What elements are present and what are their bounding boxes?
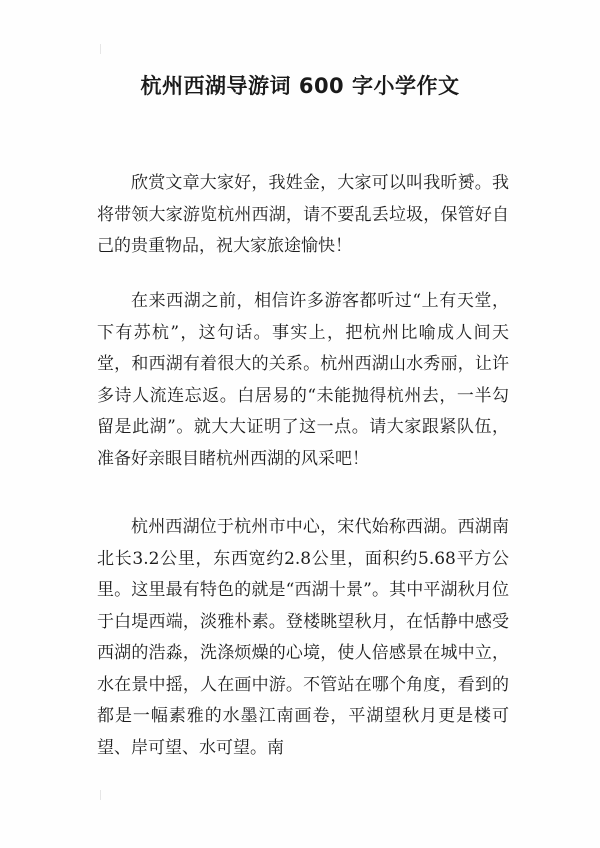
paragraph-intro: 欣赏文章大家好，我姓金，大家可以叫我昕赟。我将带领大家游览杭州西湖，请不要乱丢垃圾，保管好自己的贵重物品，祝大家旅途愉快！ xyxy=(97,173,509,256)
paragraph-location: 杭州西湖位于杭州市中心，宋代始称西湖。西湖南北长3.2公里，东西宽约2.8公里，面积约5.68平方公里。这里最有特色的就是“西湖十景”。其中平湖秋月位于白堤西端，淡雅朴素。登楼眺望秋月，在恬静中感受西湖的浩淼，洗涤烦燥的心境，使人倍感景在城中立，水在景中摇，人在画中游。不管站在哪个角度，看到的都是一幅素雅的水墨江南画卷，平湖望秋月更是楼可望、岸可望、水可望。南 xyxy=(97,517,509,758)
page-corner-mark-top xyxy=(100,44,101,54)
document-title: 杭州西湖导游词 600 字小学作文 xyxy=(140,74,460,98)
page-corner-mark-bottom xyxy=(100,790,101,800)
paragraph-heaven: 在来西湖之前，相信许多游客都听过“上有天堂，下有苏杭”，这句话。事实上，把杭州比喻成人间天堂，和西湖有着很大的关系。杭州西湖山水秀丽，让许多诗人流连忘返。白居易的“未能抛得杭州去，一半勾留是此湖”。就大大证明了这一点。请大家跟紧队伍，准备好亲眼目睹杭州西湖的风采吧！ xyxy=(97,291,509,469)
